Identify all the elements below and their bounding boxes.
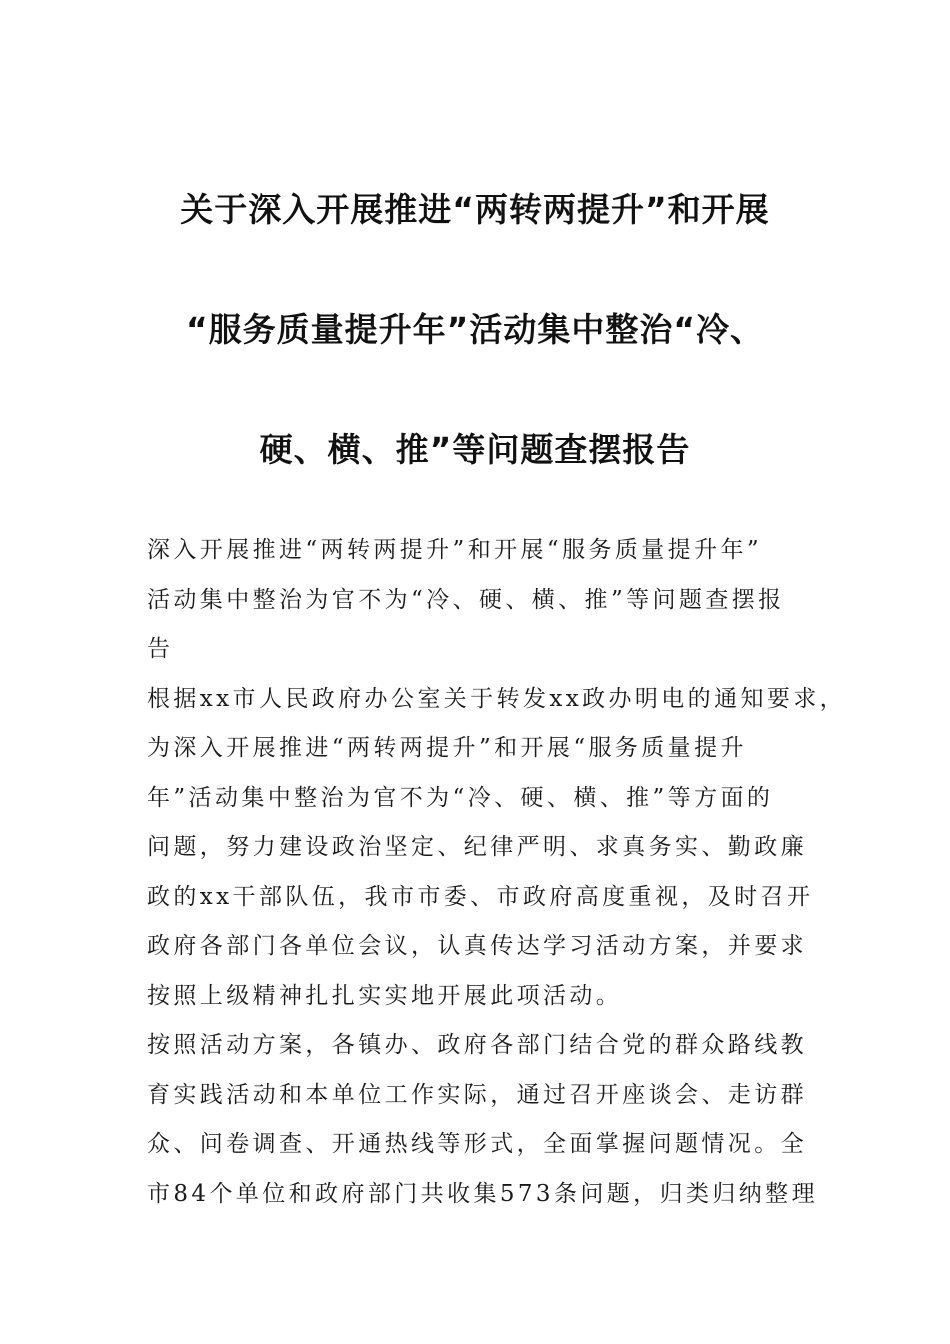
text-line: 深入开展推进“两转两提升”和开展“服务质量提升年” — [147, 537, 763, 563]
title-line: 关于深入开展推进“两转两提升”和开展 — [180, 190, 770, 229]
paragraph-heading-repeat — [147, 526, 807, 675]
text-line: 为深入开展推进“两转两提升”和开展“服务质量提升 — [147, 735, 747, 761]
text-line: 按照活动方案，各镇办、政府各部门结合党的群众路线教 — [147, 1032, 807, 1058]
text-line: 政府各部门各单位会议，认真传达学习活动方案，并要求 — [147, 933, 807, 959]
text-line: 问题，努力建设政治坚定、纪律严明、求真务实、勤政廉 — [147, 834, 807, 860]
document-title — [145, 150, 805, 510]
text-line: 年”活动集中整治为官不为“冷、硬、横、推”等方面的 — [147, 784, 774, 811]
text-line: 育实践活动和本单位工作实际，通过召开座谈会、走访群 — [147, 1081, 807, 1108]
text-line: 活动集中整治为官不为“冷、硬、横、推”等问题查摆报 — [147, 586, 785, 613]
text-line: 政的xx干部队伍，我市市委、市政府高度重视，及时召开 — [147, 883, 814, 910]
text-line: 告 — [147, 636, 174, 662]
text-line: 根据xx市人民政府办公室关于转发xx政办明电的通知要求， — [147, 685, 847, 712]
paragraph-background — [147, 675, 847, 1022]
document-body — [147, 526, 847, 1219]
text-line: 按照上级精神扎扎实实地开展此项活动。 — [147, 982, 623, 1009]
title-line: 硬、横、推”等问题查摆报告 — [259, 430, 691, 469]
paragraph-activity-plan — [147, 1021, 818, 1219]
title-line: “服务质量提升年”活动集中整治“冷、 — [185, 310, 765, 349]
text-line: 市84个单位和政府部门共收集573条问题，归类归纳整理 — [147, 1180, 818, 1207]
text-line: 众、问卷调查、开通热线等形式，全面掌握问题情况。全 — [147, 1131, 807, 1157]
